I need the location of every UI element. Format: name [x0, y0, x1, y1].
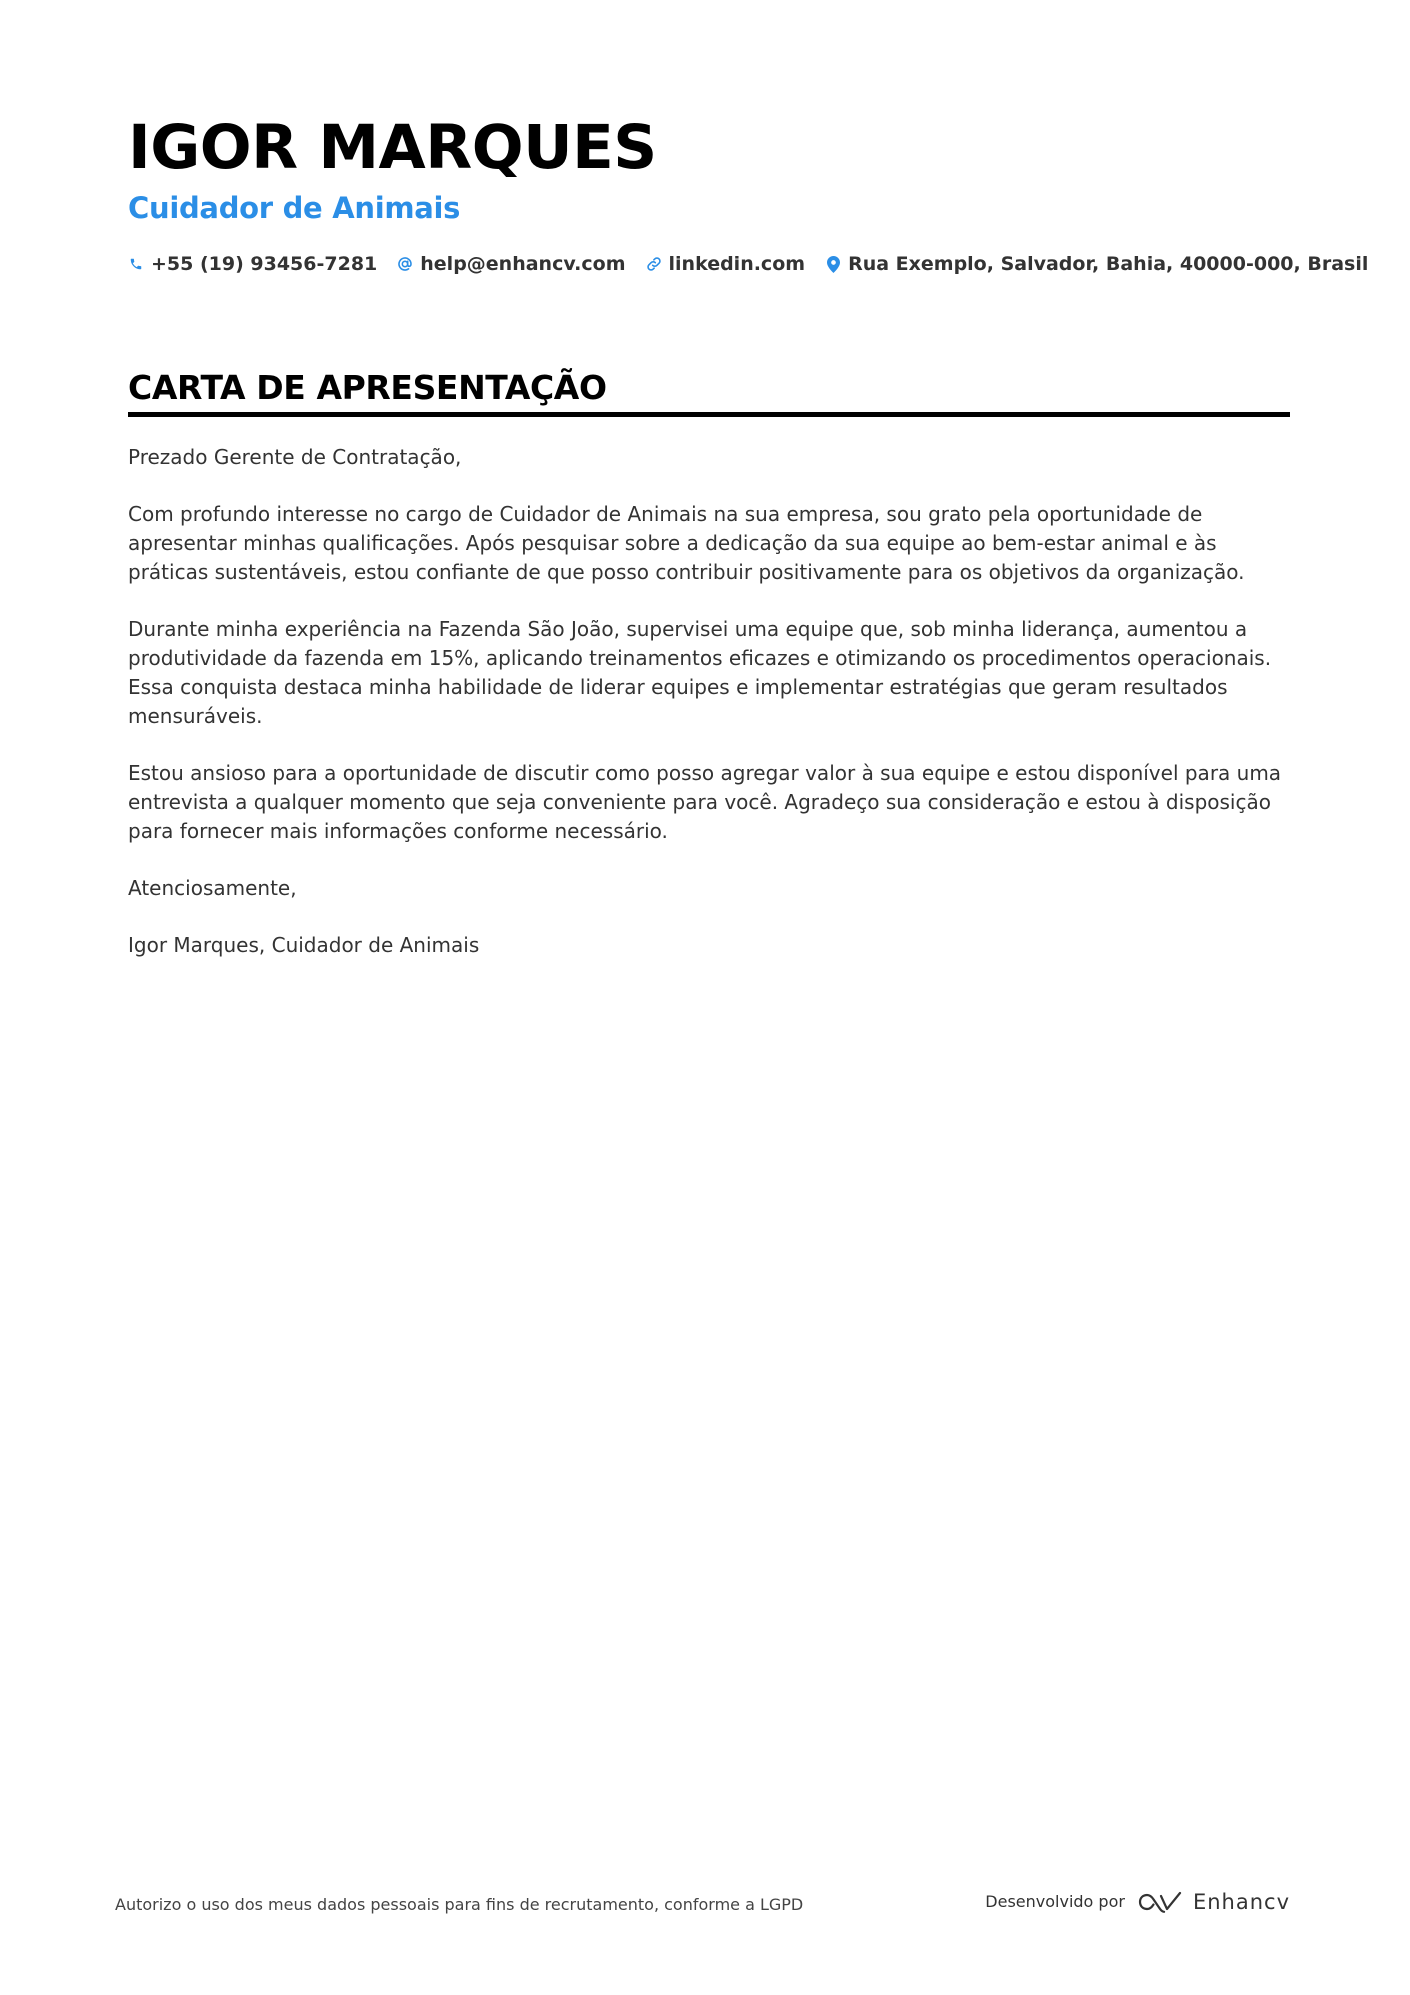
contact-email [397, 252, 625, 276]
contact-bar [128, 252, 1369, 276]
link-icon [646, 255, 662, 273]
section-divider [128, 412, 1290, 417]
letter-paragraph: Com profundo interesse no cargo de Cuidador de Animais na sua empresa, sou grato pela oportunidade de apresentar minhas qualificações. Após pesquisar sobre a dedicação da sua equipe ao bem-estar animal e às práticas sustentáveis, estou confiante de que posso contribuir positivamente para os objetivos da organização. [128, 502, 1245, 584]
letter-paragraph: Estou ansioso para a oportunidade de discutir como posso agregar valor à sua equipe e estou disponível para uma entrevista a qualquer momento que seja conveniente para você. Agradeço sua consideração e estou à disposição para fornecer mais informações conforme necessário. [128, 761, 1282, 843]
letter-header [128, 112, 1369, 276]
contact-address [825, 252, 1368, 276]
linkedin-text[interactable]: linkedin.com [668, 253, 806, 275]
candidate-name: IGOR MARQUES [128, 112, 657, 183]
section-title: CARTA DE APRESENTAÇÃO [128, 368, 607, 407]
enhancv-logo-icon [1137, 1890, 1183, 1914]
location-icon [825, 255, 841, 273]
cover-letter-section [128, 366, 1290, 988]
at-icon [397, 255, 413, 273]
powered-by [985, 1890, 1290, 1914]
letter-signature: Igor Marques, Cuidador de Animais [128, 933, 480, 957]
phone-text[interactable]: +55 (19) 93456-7281 [151, 253, 378, 275]
address-text: Rua Exemplo, Salvador, Bahia, 40000-000, Brasil [848, 253, 1369, 275]
powered-by-label: Desenvolvido por [985, 1892, 1125, 1911]
letter-body [128, 443, 1290, 960]
contact-phone [128, 252, 377, 276]
brand-name[interactable]: Enhancv [1192, 1890, 1290, 1914]
email-text[interactable]: help@enhancv.com [420, 253, 626, 275]
letter-closing: Atenciosamente, [128, 876, 297, 900]
lgpd-consent-note: Autorizo o uso dos meus dados pessoais para fins de recrutamento, conforme a LGPD [115, 1895, 804, 1914]
letter-paragraph: Durante minha experiência na Fazenda São João, supervisei uma equipe que, sob minha liderança, aumentou a produtividade da fazenda em 15%, aplicando treinamentos eficazes e otimizando os procedimentos operacionais. Essa conquista destaca minha habilidade de liderar equipes e implementar estratégias que geram resultados mensuráveis. [128, 617, 1272, 728]
letter-greeting: Prezado Gerente de Contratação, [128, 445, 462, 469]
contact-linkedin [646, 252, 806, 276]
phone-icon [128, 255, 144, 273]
candidate-title: Cuidador de Animais [128, 191, 461, 225]
